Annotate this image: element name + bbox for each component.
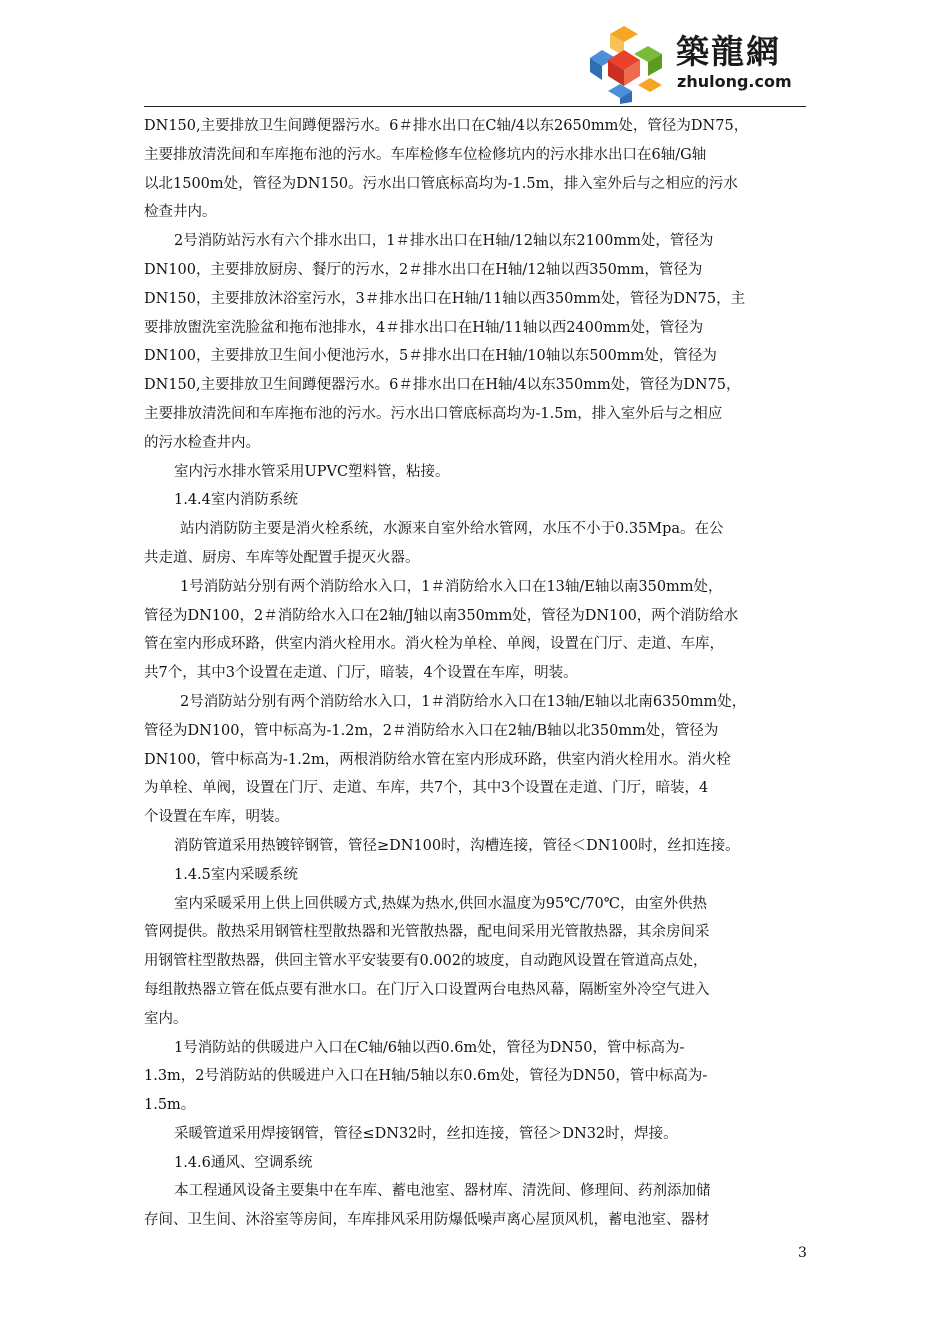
text-line: DN150，主要排放沐浴室污水，3＃排水出口在H轴/11轴以西350mm处，管径为DN75，主: [144, 290, 746, 307]
text-line: 1.4.5室内采暖系统: [174, 866, 298, 883]
text-line: 的污水检查井内。: [144, 434, 260, 451]
logo-chinese-text: 築龍網: [676, 32, 781, 71]
text-line: 要排放盥洗室洗脸盆和拖布池排水，4＃排水出口在H轴/11轴以西2400mm处，管径为: [144, 319, 704, 336]
text-line: 1.4.4室内消防系统: [174, 492, 298, 509]
text-line: 用钢管柱型散热器，供回主管水平安装要有0.002的坡度，自动跑风设置在管道高点处，: [144, 953, 708, 970]
text-line: 个设置在车库，明装。: [144, 809, 289, 826]
text-line: 室内污水排水管采用UPVC塑料管，粘接。: [174, 463, 450, 480]
text-line: 室内。: [144, 1010, 188, 1027]
text-line: 本工程通风设备主要集中在车库、蓄电池室、器材库、清洗间、修理间、药剂添加储: [174, 1183, 711, 1200]
text-line: 共7个，其中3个设置在走道、门厅，暗装，4个设置在车库，明装。: [144, 665, 578, 682]
text-line: 存间、卫生间、沐浴室等房间，车库排风采用防爆低噪声离心屋顶风机，蓄电池室、器材: [144, 1212, 710, 1229]
text-line: 1号消防站分别有两个消防给水入口，1＃消防给水入口在13轴/E轴以南350mm处，: [180, 578, 723, 595]
text-line: 管径为DN100，管中标高为-1.2m，2＃消防给水入口在2轴/B轴以北350mm处，管径为: [144, 722, 719, 739]
header-divider: [144, 106, 806, 107]
text-line: 1.3m，2号消防站的供暖进户入口在H轴/5轴以东0.6m处，管径为DN50，管中标高为-: [144, 1068, 708, 1085]
text-line: 管在室内形成环路，供室内消火栓用水。消火栓为单栓、单阀，设置在门厅、走道、车库，: [144, 636, 724, 653]
text-line: 共走道、厨房、车库等处配置手提灭火器。: [144, 549, 420, 566]
page-number: 3: [798, 1245, 807, 1261]
text-line: 采暖管道采用焊接钢管，管径≤DN32时，丝扣连接，管径＞DN32时，焊接。: [174, 1125, 678, 1142]
text-line: 主要排放清洗间和车库拖布池的污水。污水出口管底标高均为-1.5m，排入室外后与之相应: [144, 405, 723, 422]
zhulong-logo: [590, 20, 810, 104]
logo-domain-text: zhulong.com: [677, 72, 792, 91]
document-body: [144, 112, 808, 1235]
text-line: DN100，管中标高为-1.2m，两根消防给水管在室内形成环路，供室内消火栓用水。消火栓: [144, 751, 731, 768]
text-line: 管径为DN100，2＃消防给水入口在2轴/J轴以南350mm处，管径为DN100，两个消防给水: [144, 607, 739, 624]
text-line: DN150,主要排放卫生间蹲便器污水。6＃排水出口在C轴/4以东2650mm处，管径为DN75，: [144, 118, 749, 134]
text-line: 2号消防站污水有六个排水出口，1＃排水出口在H轴/12轴以东2100mm处，管径为: [174, 233, 714, 250]
text-line: 管网提供。散热采用钢管柱型散热器和光管散热器，配电间采用光管散热器，其余房间采: [144, 924, 710, 941]
text-line: 检查井内。: [144, 204, 217, 221]
text-line: DN100，主要排放卫生间小便池污水，5＃排水出口在H轴/10轴以东500mm处，管径为: [144, 348, 717, 365]
text-line: DN150,主要排放卫生间蹲便器污水。6＃排水出口在H轴/4以东350mm处，管径为DN75，: [144, 377, 741, 394]
text-line: 主要排放清洗间和车库拖布池的污水。车库检修车位检修坑内的污水排水出口在6轴/G轴: [144, 146, 707, 163]
text-line: 每组散热器立管在低点要有泄水口。在门厅入口设置两台电热风幕，隔断室外冷空气进入: [144, 981, 710, 998]
text-line: 1.4.6通风、空调系统: [174, 1154, 313, 1171]
text-line: 消防管道采用热镀锌钢管，管径≥DN100时，沟槽连接，管径＜DN100时，丝扣连接。: [174, 837, 740, 854]
text-line: 1号消防站的供暖进户入口在C轴/6轴以西0.6m处，管径为DN50，管中标高为-: [174, 1039, 685, 1056]
text-line: 室内采暖采用上供上回供暖方式,热媒为热水,供回水温度为95℃/70℃，由室外供热: [174, 895, 707, 912]
text-line: 以北1500m处，管径为DN150。污水出口管底标高均为-1.5m，排入室外后与之相应的污水: [144, 175, 738, 192]
text-line: 为单栓、单阀，设置在门厅、走道、车库，共7个，其中3个设置在走道、门厅，暗装，4: [144, 780, 709, 797]
text-line: 1.5m。: [144, 1097, 196, 1114]
text-line: DN100，主要排放厨房、餐厅的污水，2＃排水出口在H轴/12轴以西350mm，管径为: [144, 261, 703, 278]
text-line: 站内消防防主要是消火栓系统，水源来自室外给水管网，水压不小于0.35Mpa。在公: [180, 521, 724, 538]
text-line: 2号消防站分别有两个消防给水入口，1＃消防给水入口在13轴/E轴以北南6350mm处，: [180, 693, 747, 710]
logo-mark-icon: [590, 20, 674, 104]
